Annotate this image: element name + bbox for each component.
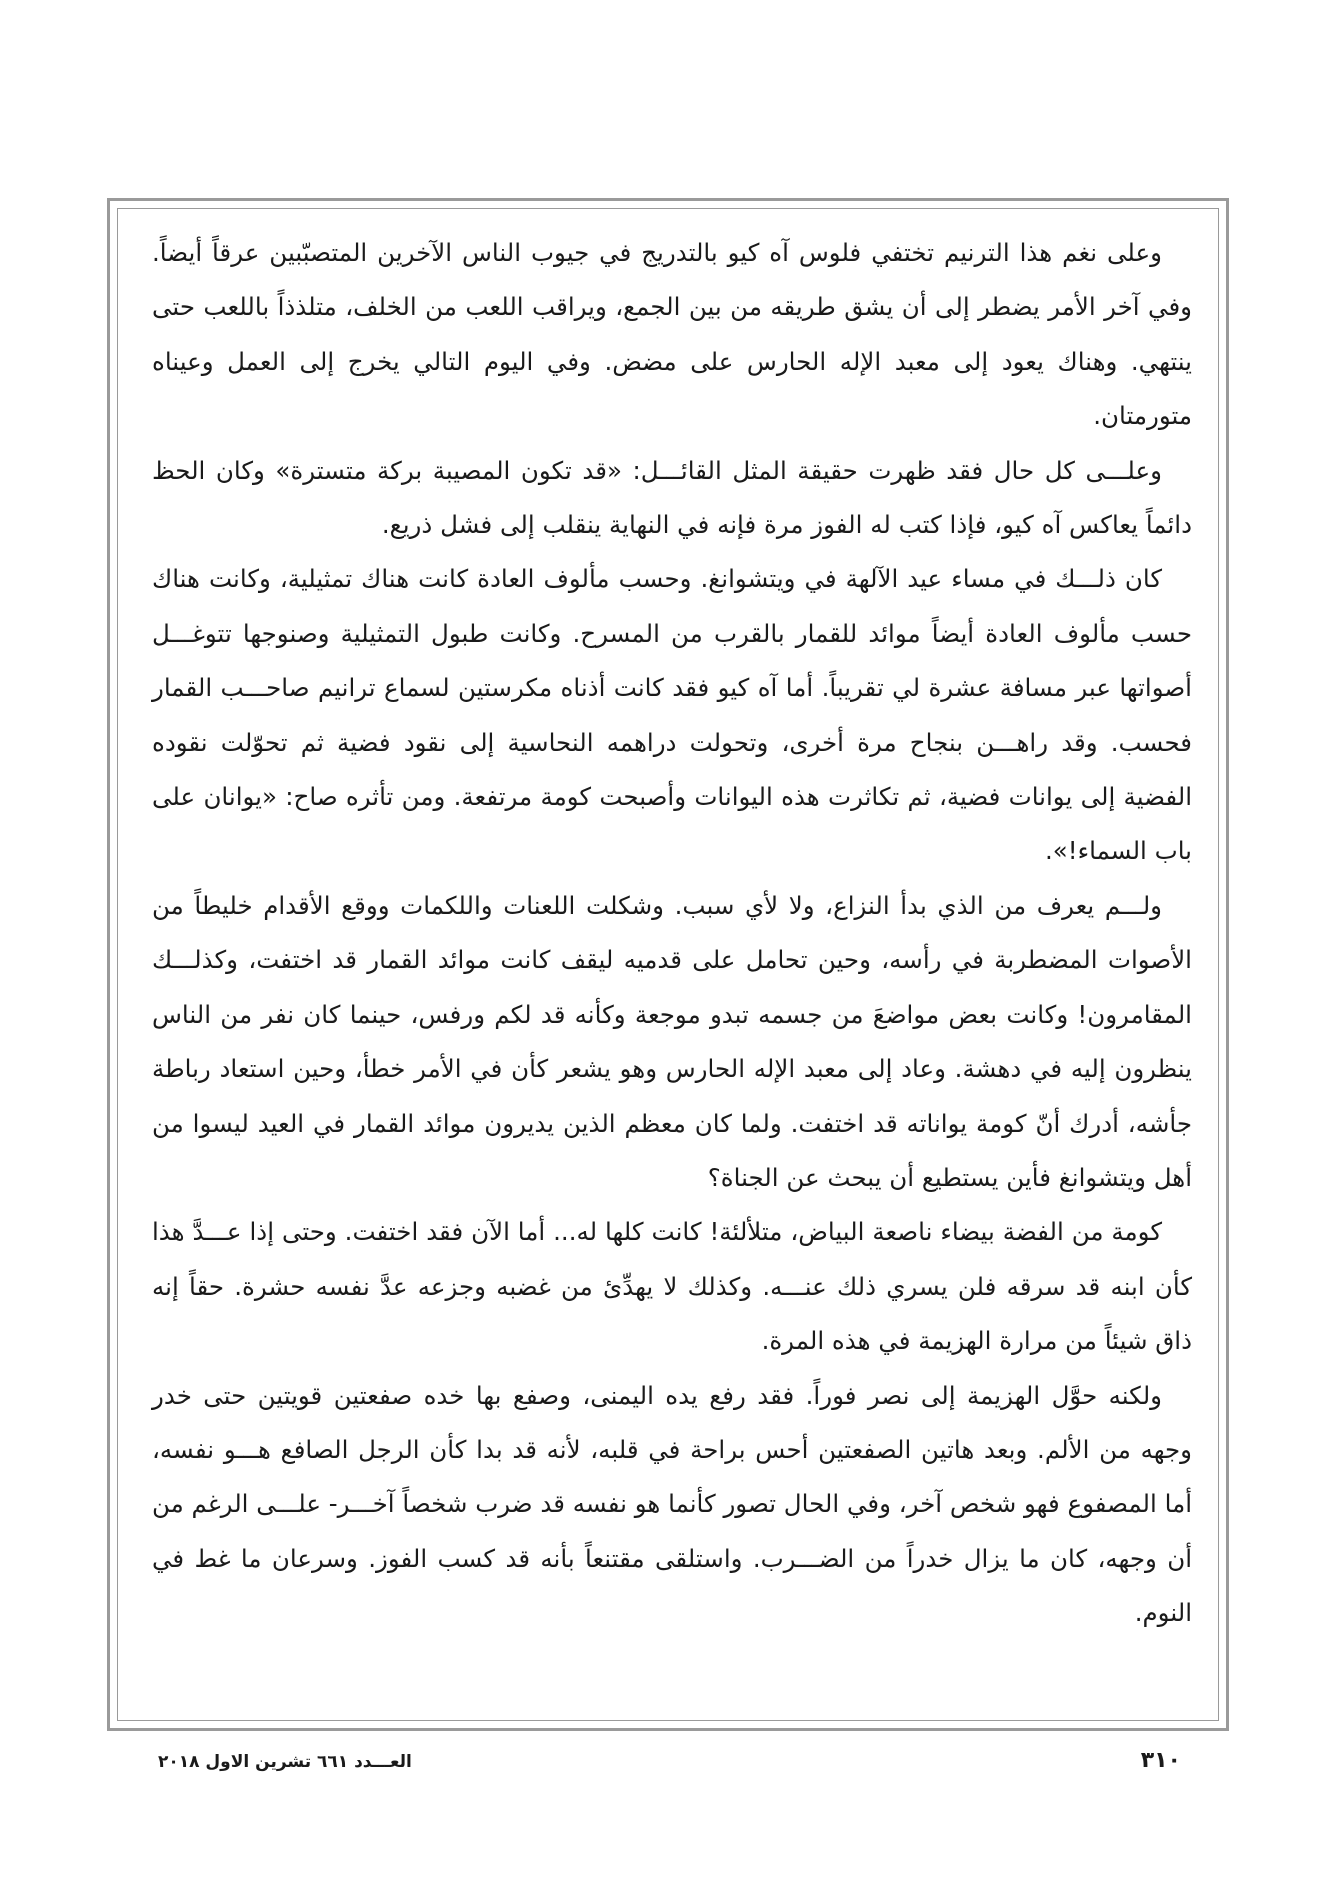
paragraph: وعلى نغم هذا الترنيم تختفي فلوس آه كيو بالتدريج في جيوب الناس الآخرين المتصبّبين عرقاً أيضاً. وفي آخر الأمر يضطر إلى أن يشق طريقه من بين الجمع، ويراقب اللعب من الخلف، متلذذاً باللعب حتى ينتهي. وهناك يعود إلى معبد الإله الحارس على مضض. وفي اليوم التالي يخرج إلى العمل وعيناه متورمتان. (152, 238, 1192, 431)
paragraph: كومة من الفضة بيضاء ناصعة البياض، متلألئة! كانت كلها له... أما الآن فقد اختفت. وحتى إذا عـــدَّ هذا كأن ابنه قد سرقه فلن يسري ذلك عنـــه. وكذلك لا يهدِّئ من غضبه وجزعه عدَّ نفسه حشرة. حقاً إنه ذاق شيئاً من مرارة الهزيمة في هذه المرة. (152, 1217, 1192, 1356)
page-number: ٣١٠ (1140, 1748, 1181, 1773)
paragraph: وعلـــى كل حال فقد ظهرت حقيقة المثل القائـــل: «قد تكون المصيبة بركة متسترة» وكان الحظ دائماً يعاكس آه كيو، فإذا كتب له الفوز مرة فإنه في النهاية ينقلب إلى فشل ذريع. (152, 455, 1192, 540)
article-body (152, 226, 1192, 1641)
paragraph: ولكنه حوَّل الهزيمة إلى نصر فوراً. فقد رفع يده اليمنى، وصفع بها خده صفعتين قويتين حتى خدر وجهه من الألم. وبعد هاتين الصفعتين أحس براحة في قلبه، لأنه قد بدا كأن الرجل الصافع هـــو نفسه، أما المصفوع فهو شخص آخر، وفي الحال تصور كأنما هو نفسه قد ضرب شخصاً آخـــر- علـــى الرغم من أن وجهه، كان ما يزال خدراً من الضـــرب. واستلقى مقتنعاً بأنه قد كسب الفوز. وسرعان ما غط في النوم. (152, 1380, 1192, 1628)
paragraph: ولـــم يعرف من الذي بدأ النزاع، ولا لأي سبب. وشكلت اللعنات واللكمات ووقع الأقدام خليطاً من الأصوات المضطربة في رأسه، وحين تحامل على قدميه ليقف كانت موائد القمار قد اختفت، وكذلـــك المقامرون! وكانت بعض مواضعَ من جسمه تبدو موجعة وكأنه قد لكم ورفس، حينما كان نفر من الناس ينظرون إليه في دهشة. وعاد إلى معبد الإله الحارس وهو يشعر كأن في الأمر خطأ، وحين استعاد رباطة جأشه، أدرك أنّ كومة يواناته قد اختفت. ولما كان معظم الذين يديرون موائد القمار في العيد ليسوا من أهل ويتشوانغ فأين يستطيع أن يبحث عن الجناة؟ (152, 890, 1192, 1192)
paragraph: كان ذلـــك في مساء عيد الآلهة في ويتشوانغ. وحسب مألوف العادة كانت هناك تمثيلية، وكانت هناك حسب مألوف العادة أيضاً موائد للقمار بالقرب من المسرح. وكانت طبول التمثيلية وصنوجها تتوغـــل أصواتها عبر مسافة عشرة لي تقريباً. أما آه كيو فقد كانت أذناه مكرستين لسماع ترانيم صاحـــب القمار فحسب. وقد راهـــن بنجاح مرة أخرى، وتحولت دراهمه النحاسية إلى نقود فضية ثم تحوّلت نقوده الفضية إلى يوانات فضية، ثم تكاثرت هذه اليوانات وأصبحت كومة مرتفعة. ومن تأثره صاح: «يوانان على باب السماء!». (152, 564, 1192, 866)
issue-label: العـــدد ٦٦١ تشرين الاول ٢٠١٨ (158, 1752, 412, 1772)
